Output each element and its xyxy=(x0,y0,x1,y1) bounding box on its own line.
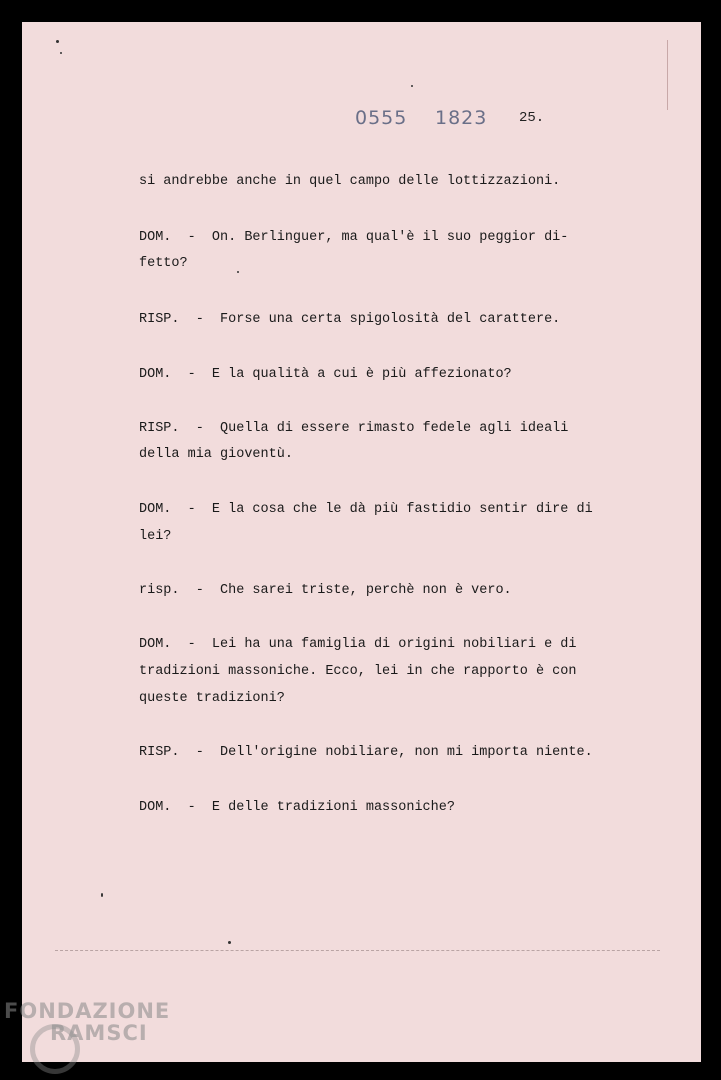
ink-speck xyxy=(237,271,239,273)
text-line: DOM. - E la cosa che le dà più fastidio sentir dire di xyxy=(139,502,593,517)
ink-speck xyxy=(101,893,103,897)
text-line: tradizioni massoniche. Ecco, lei in che rapporto è con xyxy=(139,664,577,679)
watermark-line-1: FONDAZIONE xyxy=(4,999,171,1023)
text-line: della mia gioventù. xyxy=(139,447,293,462)
text-line: DOM. - E la qualità a cui è più affezionato? xyxy=(139,367,512,382)
ink-speck xyxy=(60,52,62,54)
text-line: si andrebbe anche in quel campo delle lottizzazioni. xyxy=(139,174,561,189)
ink-speck xyxy=(56,40,59,43)
text-line: queste tradizioni? xyxy=(139,691,285,706)
text-line: lei? xyxy=(139,529,172,544)
text-line: DOM. - E delle tradizioni massoniche? xyxy=(139,800,455,815)
text-line: risp. - Che sarei triste, perchè non è vero. xyxy=(139,583,512,598)
archive-stamp-number-b: 1823 xyxy=(435,107,488,129)
watermark-logo xyxy=(4,1000,170,1044)
text-line: DOM. - On. Berlinguer, ma qual'è il suo peggior di- xyxy=(139,230,569,245)
ink-speck xyxy=(411,85,413,87)
watermark-line-2: RAMSCI xyxy=(50,1021,148,1045)
text-line: fetto? xyxy=(139,256,188,271)
page-edge-mark xyxy=(667,40,668,110)
ink-speck xyxy=(228,941,231,944)
text-line: RISP. - Quella di essere rimasto fedele agli ideali xyxy=(139,421,569,436)
text-line: DOM. - Lei ha una famiglia di origini nobiliari e di xyxy=(139,637,577,652)
page-fold-line xyxy=(55,950,660,951)
text-line: RISP. - Forse una certa spigolosità del carattere. xyxy=(139,312,561,327)
archive-stamp-number-a: 0555 xyxy=(355,107,408,129)
page-number: 25. xyxy=(519,110,545,126)
text-line: RISP. - Dell'origine nobiliare, non mi importa niente. xyxy=(139,745,593,760)
